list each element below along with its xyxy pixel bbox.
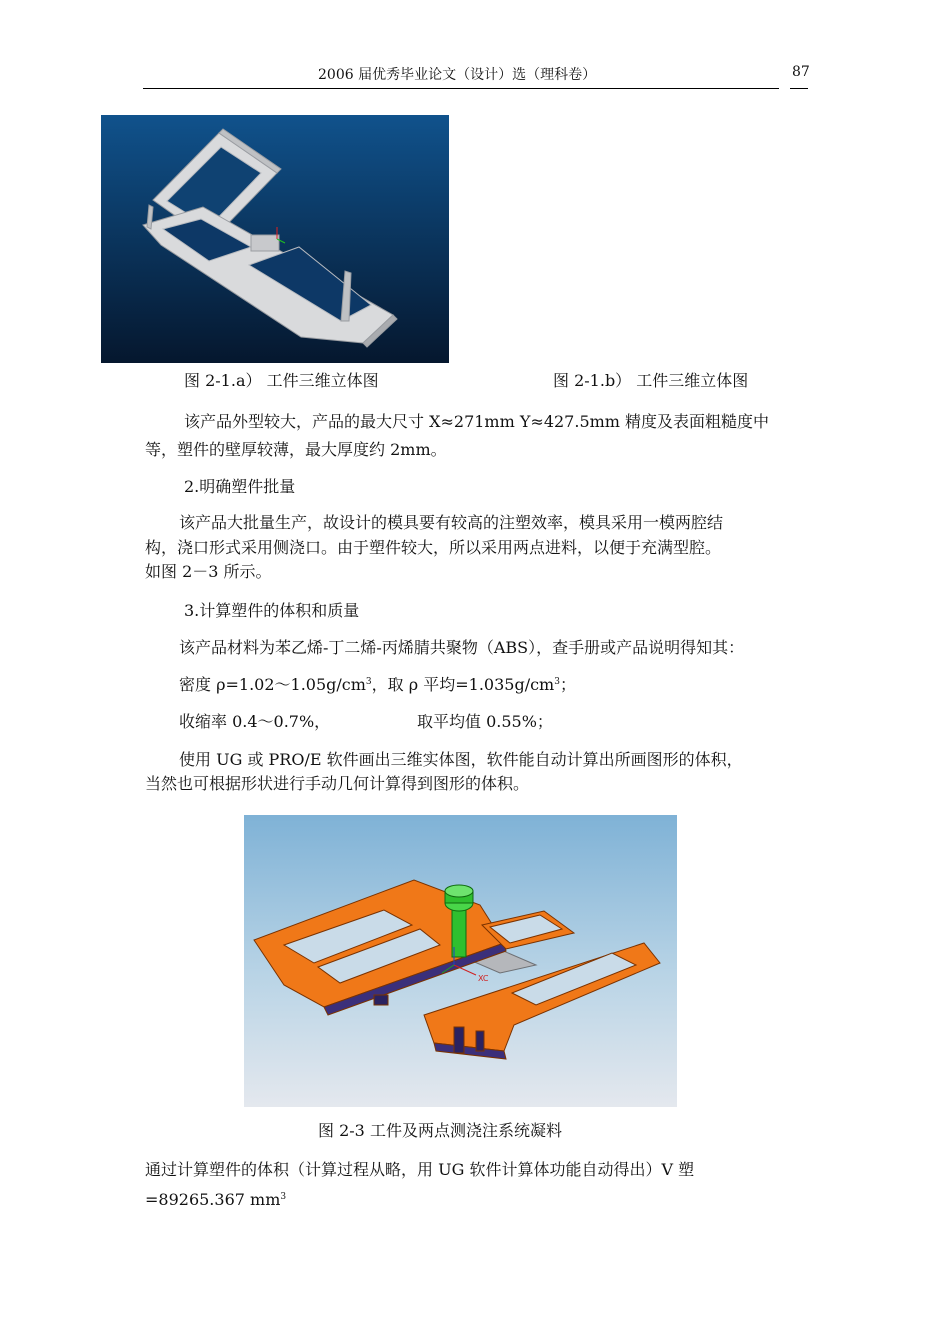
volume-value: =89265.367 mm (145, 1190, 281, 1209)
section-heading-3: 3.计算塑件的体积和质量 (184, 601, 360, 620)
paragraph-4-line-2: 当然也可根据形状进行手动几何计算得到图形的体积。 (145, 774, 530, 793)
density-text-a: 密度 ρ=1.02～1.05g/cm (179, 675, 366, 694)
paragraph-1-line-2: 等，塑件的壁厚较薄，最大厚度约 2mm。 (145, 440, 447, 459)
paragraph-5-line-1: 通过计算塑件的体积（计算过程从略，用 UG 软件计算体功能自动得出）V 塑 (145, 1160, 695, 1179)
density-text-c: ； (559, 675, 576, 694)
figure-2-1a-render (101, 115, 449, 363)
paragraph-4-line-1: 使用 UG 或 PRO/E 软件画出三维实体图，软件能自动计算出所画图形的体积， (179, 750, 743, 769)
running-header-title: 2006 届优秀毕业论文（设计）选（理科卷） (318, 67, 597, 83)
page-number-rule (790, 88, 808, 89)
paragraph-5-line-2 (145, 1187, 286, 1210)
header-rule (143, 88, 779, 89)
density-line (179, 672, 576, 695)
section-heading-2: 2.明确塑件批量 (184, 477, 296, 496)
density-superscript-b: 3 (554, 677, 560, 687)
figure-2-1b-caption: 图 2-1.b） 工件三维立体图 (553, 371, 749, 390)
figure-2-3-render (244, 815, 677, 1107)
volume-superscript: 3 (280, 1192, 287, 1202)
shrinkage-average: 取平均值 0.55%； (417, 712, 553, 731)
paragraph-2-line-3: 如图 2－3 所示。 (145, 562, 272, 581)
figure-2-3-caption: 图 2-3 工件及两点测浇注系统凝料 (318, 1121, 562, 1140)
paragraph-2-line-1: 该产品大批量生产，故设计的模具要有较高的注塑效率，模具采用一模两腔结 (179, 513, 724, 532)
paragraph-2-line-2: 构，浇口形式采用侧浇口。由于塑件较大，所以采用两点进料，以便于充满型腔。 (145, 538, 722, 557)
paragraph-3: 该产品材料为苯乙烯-丁二烯-丙烯腈共聚物（ABS），查手册或产品说明得知其： (179, 638, 745, 657)
density-superscript-a: 3 (365, 677, 372, 687)
page-number: 87 (792, 64, 810, 80)
figure-2-1a-caption: 图 2-1.a） 工件三维立体图 (184, 371, 379, 390)
paragraph-1-line-1: 该产品外型较大，产品的最大尺寸 X≈271mm Y≈427.5mm 精度及表面粗糙度中 (184, 412, 770, 431)
shrinkage-range: 收缩率 0.4～0.7%， (179, 712, 331, 731)
axis-label-xc: XC (478, 974, 489, 983)
density-text-b: ，取 ρ 平均=1.035g/cm (371, 675, 555, 694)
